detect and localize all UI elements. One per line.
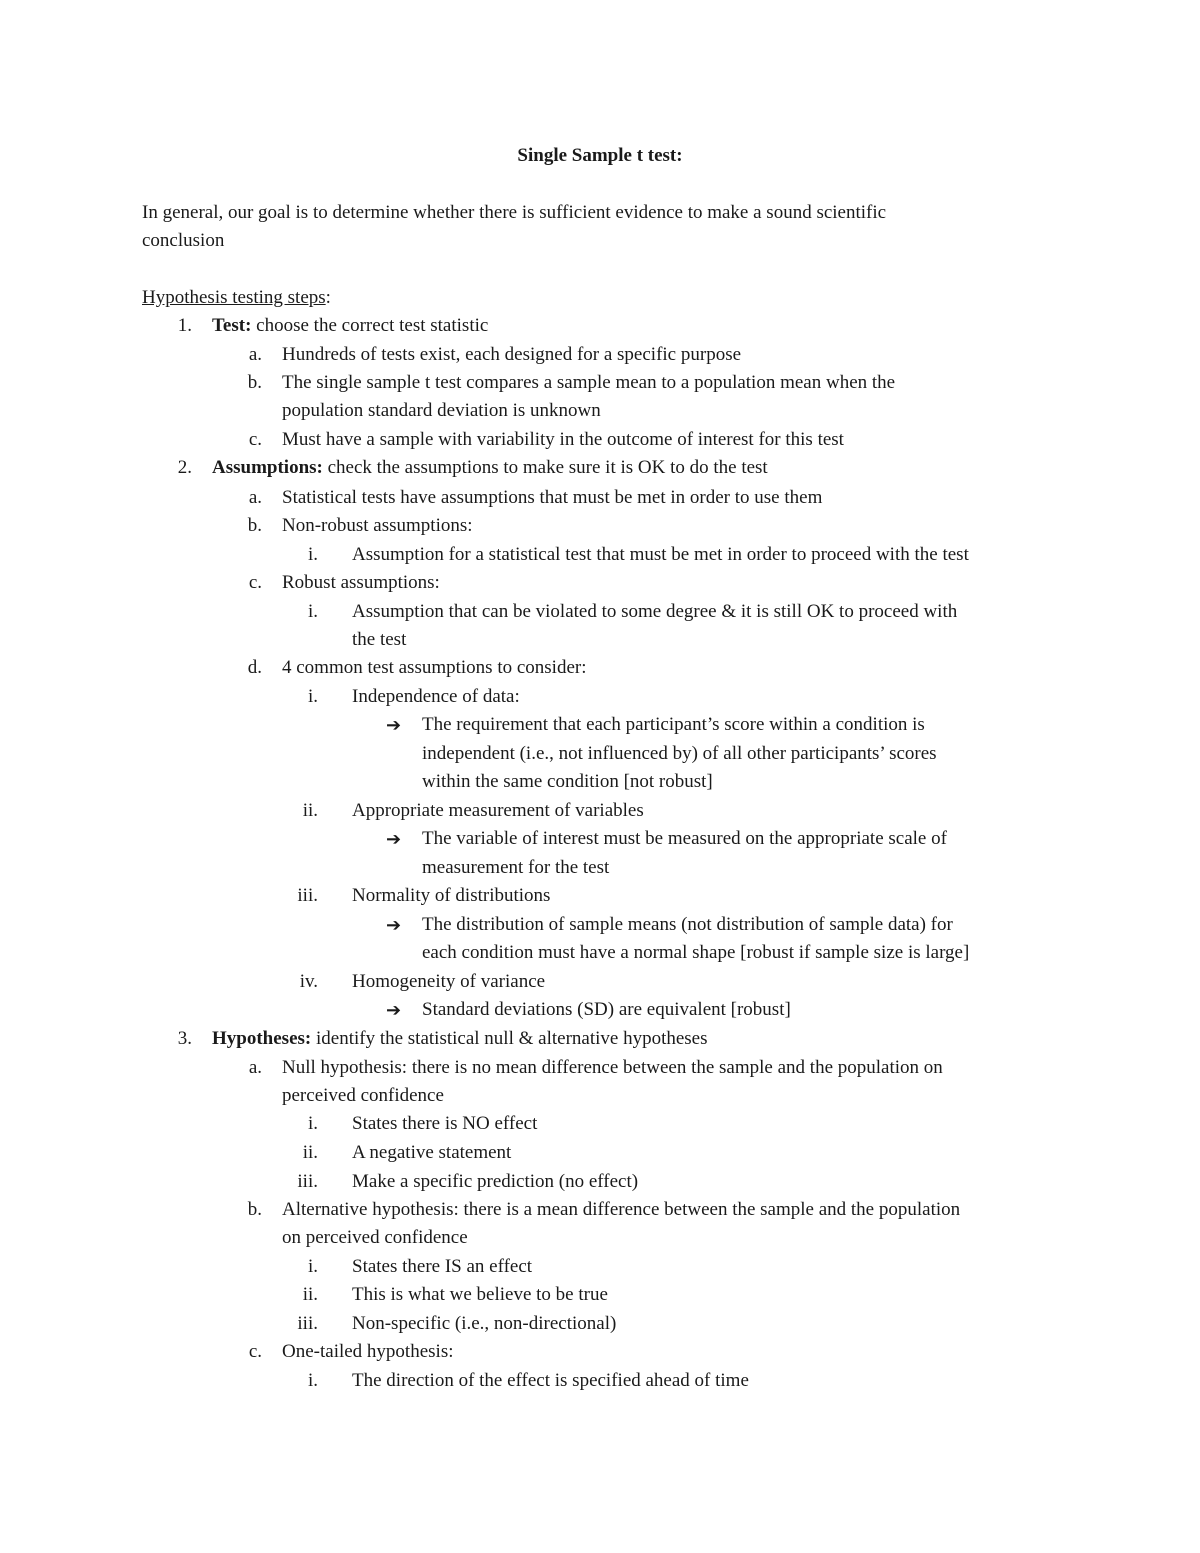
list-marker: ii. xyxy=(302,1142,318,1163)
list-marker: b. xyxy=(247,1199,262,1220)
arrow-icon: ➔ xyxy=(386,1000,402,1020)
list-item: Must have a sample with variability in the outcome of interest for this test xyxy=(282,429,844,450)
list-marker: 3. xyxy=(177,1028,192,1049)
list-item: A negative statement xyxy=(352,1142,512,1163)
list-item: This is what we believe to be true xyxy=(352,1284,608,1305)
arrow-icon: ➔ xyxy=(386,715,402,735)
list-item-bold: Hypotheses: xyxy=(212,1028,312,1049)
intro-line-2: conclusion xyxy=(142,230,225,251)
list-item-text: check the assumptions to make sure it is OK to do the test xyxy=(322,457,768,478)
list-item: One-tailed hypothesis: xyxy=(282,1341,454,1362)
list-marker: i. xyxy=(307,601,318,622)
list-item: Null hypothesis: there is no mean difference between the sample and the population on xyxy=(282,1057,943,1078)
arrow-item-continuation: within the same condition [not robust] xyxy=(422,771,713,792)
list-item: Normality of distributions xyxy=(352,885,551,906)
arrow-item: The requirement that each participant’s score within a condition is xyxy=(422,714,925,735)
list-marker: b. xyxy=(247,372,262,393)
list-marker: a. xyxy=(248,344,262,365)
list-marker: iv. xyxy=(299,971,318,992)
steps-heading-text: Hypothesis testing steps xyxy=(142,287,326,308)
list-marker: ii. xyxy=(302,800,318,821)
list-item: Homogeneity of variance xyxy=(352,971,546,992)
list-marker: i. xyxy=(307,1113,318,1134)
list-item: Non-specific (i.e., non-directional) xyxy=(352,1313,617,1334)
list-marker: iii. xyxy=(297,885,318,906)
list-item: States there is NO effect xyxy=(352,1113,538,1134)
list-item-bold: Assumptions: xyxy=(212,457,323,478)
arrow-item: The distribution of sample means (not distribution of sample data) for xyxy=(422,914,953,935)
list-marker: c. xyxy=(248,572,262,593)
list-marker: i. xyxy=(307,1370,318,1391)
arrow-icon: ➔ xyxy=(386,915,402,935)
steps-heading xyxy=(142,286,331,310)
list-item-test xyxy=(212,314,488,338)
list-item: Alternative hypothesis: there is a mean difference between the sample and the population xyxy=(282,1199,961,1220)
list-item-continuation: perceived confidence xyxy=(282,1085,444,1106)
list-item-continuation: population standard deviation is unknown xyxy=(282,400,601,421)
list-item: Appropriate measurement of variables xyxy=(352,800,644,821)
list-item: States there IS an effect xyxy=(352,1256,533,1277)
arrow-item-continuation: each condition must have a normal shape [robust if sample size is large] xyxy=(422,942,970,963)
list-item: The direction of the effect is specified ahead of time xyxy=(352,1370,749,1391)
list-marker: d. xyxy=(247,657,262,678)
page-title: Single Sample t test: xyxy=(517,145,683,166)
list-item: Hundreds of tests exist, each designed for a specific purpose xyxy=(282,344,742,365)
list-marker: i. xyxy=(307,544,318,565)
list-item-text: identify the statistical null & alternative hypotheses xyxy=(311,1028,708,1049)
list-item-continuation: on perceived confidence xyxy=(282,1227,468,1248)
list-item: 4 common test assumptions to consider: xyxy=(282,657,587,678)
list-item-continuation: the test xyxy=(352,629,407,650)
list-item: The single sample t test compares a sample mean to a population mean when the xyxy=(282,372,896,393)
steps-heading-colon: : xyxy=(325,287,331,308)
list-marker: c. xyxy=(248,429,262,450)
list-item-text: choose the correct test statistic xyxy=(251,315,489,336)
arrow-item: Standard deviations (SD) are equivalent [robust] xyxy=(422,999,791,1020)
list-item: Assumption that can be violated to some degree & it is still OK to proceed with xyxy=(352,601,958,622)
list-item-assumptions xyxy=(212,456,768,480)
list-marker: 2. xyxy=(177,457,192,478)
arrow-icon: ➔ xyxy=(386,829,402,849)
list-item: Assumption for a statistical test that must be met in order to proceed with the test xyxy=(352,544,969,565)
list-marker: i. xyxy=(307,686,318,707)
list-item: Make a specific prediction (no effect) xyxy=(352,1171,639,1192)
list-marker: a. xyxy=(248,487,262,508)
list-marker: iii. xyxy=(297,1313,318,1334)
list-item-bold: Test: xyxy=(212,315,252,336)
arrow-item-continuation: measurement for the test xyxy=(422,857,610,878)
arrow-item-continuation: independent (i.e., not influenced by) of all other participants’ scores xyxy=(422,743,937,764)
list-marker: a. xyxy=(248,1057,262,1078)
arrow-item: The variable of interest must be measured on the appropriate scale of xyxy=(422,828,947,849)
list-item: Independence of data: xyxy=(352,686,520,707)
list-item-hypotheses xyxy=(212,1027,708,1051)
intro-line-1: In general, our goal is to determine whether there is sufficient evidence to make a sound scientific xyxy=(142,202,887,223)
list-marker: c. xyxy=(248,1341,262,1362)
list-marker: iii. xyxy=(297,1171,318,1192)
list-marker: i. xyxy=(307,1256,318,1277)
list-marker: 1. xyxy=(177,315,192,336)
list-item: Robust assumptions: xyxy=(282,572,440,593)
list-marker: ii. xyxy=(302,1284,318,1305)
list-item: Non-robust assumptions: xyxy=(282,515,473,536)
list-marker: b. xyxy=(247,515,262,536)
list-item: Statistical tests have assumptions that must be met in order to use them xyxy=(282,487,823,508)
